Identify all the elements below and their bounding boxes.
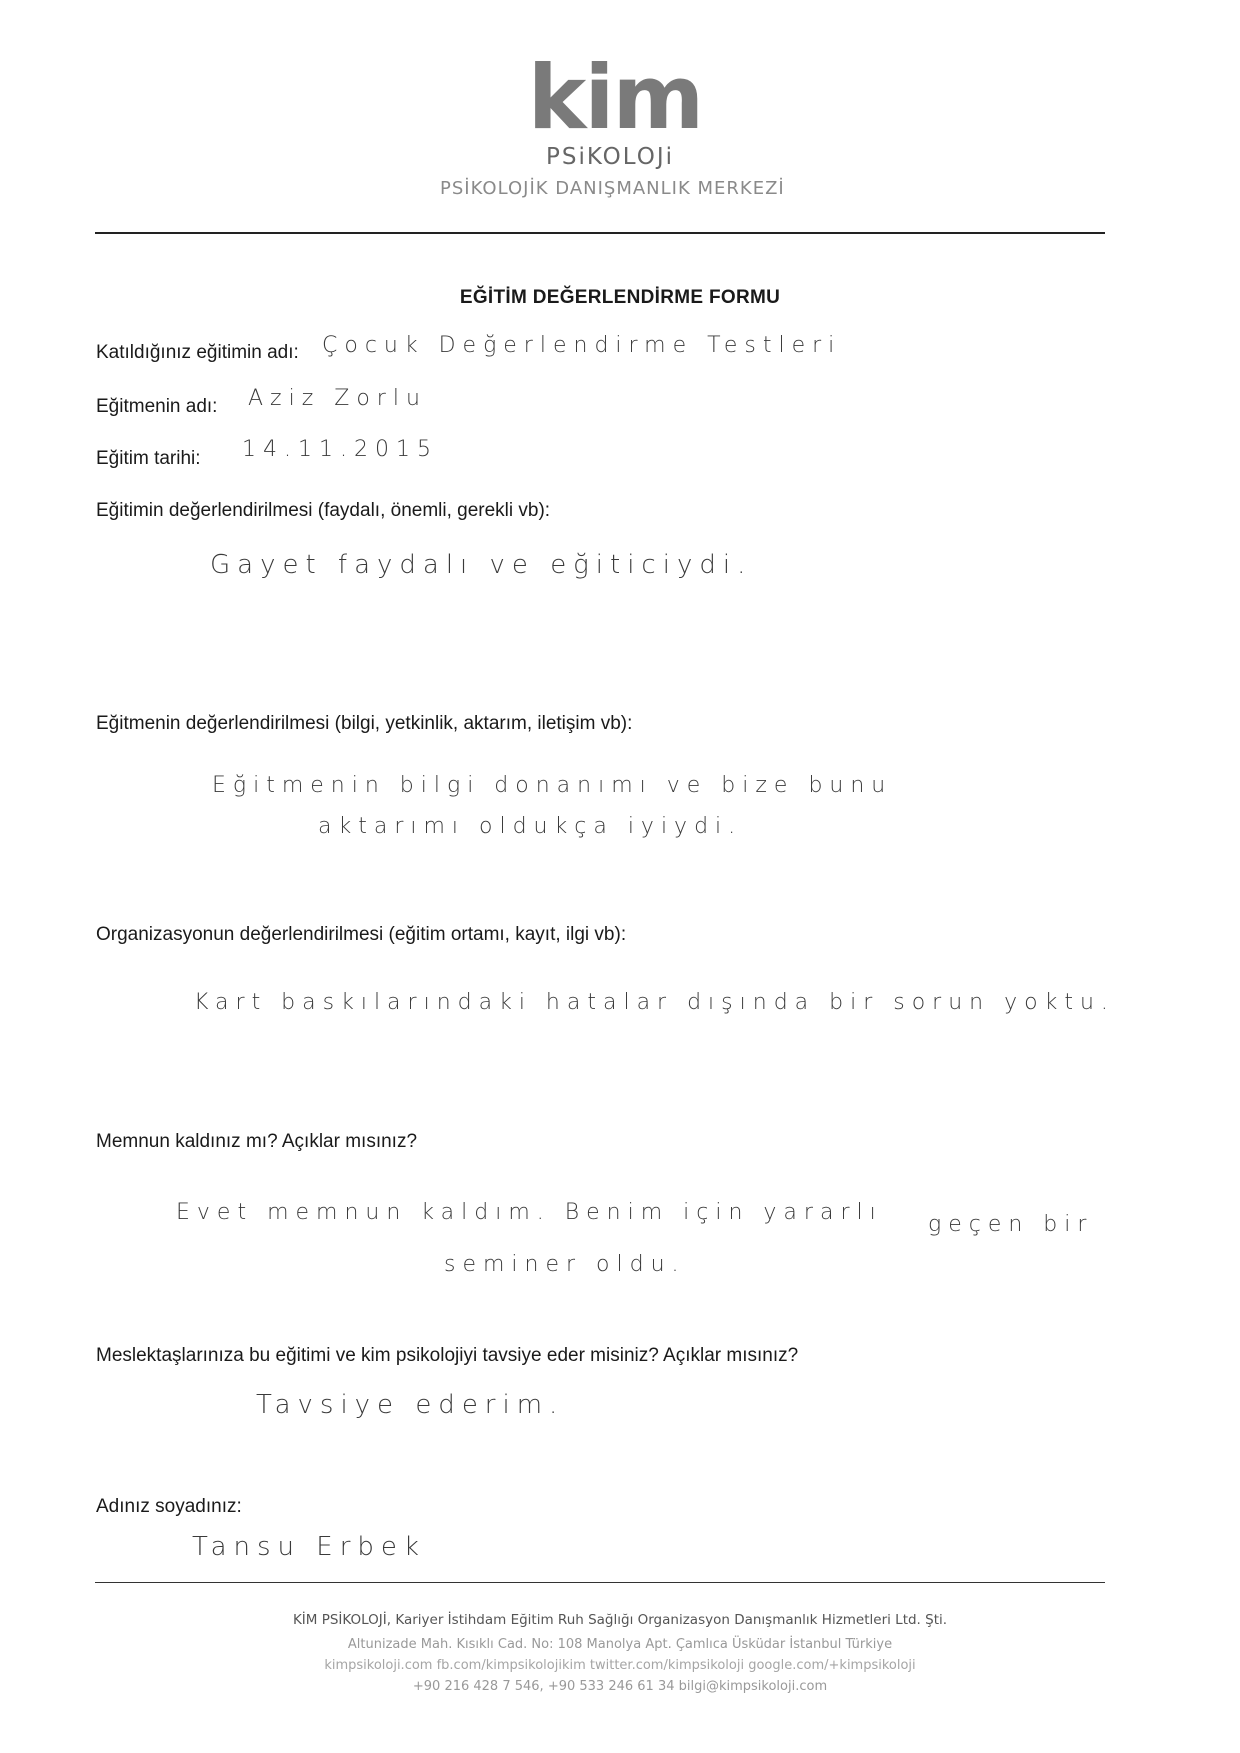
header-divider bbox=[95, 232, 1105, 234]
company-logo bbox=[440, 46, 785, 218]
trainer-evaluation-label: Eğitmenin değerlendirilmesi (bilgi, yetkinlik, aktarım, iletişim vb): bbox=[96, 713, 633, 734]
footer-company: KİM PSİKOLOJİ, Kariyer İstihdam Eğitim Ruh Sağlığı Organizasyon Danışmanlık Hizmetleri Ltd. Şti. bbox=[292, 1612, 948, 1628]
satisfaction-answer-line2: seminer oldu. bbox=[444, 1252, 686, 1277]
training-date-label: Eğitim tarihi: bbox=[96, 448, 201, 469]
logo-tagline: PSİKOLOJİK DANIŞMANLIK MERKEZİ bbox=[440, 178, 785, 199]
satisfaction-answer-line1b: geçen bir bbox=[928, 1212, 1094, 1237]
logo-subtitle: PSiKOLOJi bbox=[545, 144, 675, 170]
organization-evaluation-label: Organizasyonun değerlendirilmesi (eğitim ortamı, kayıt, ilgi vb): bbox=[96, 924, 627, 945]
logo-mark: kim bbox=[527, 46, 703, 149]
training-name-label: Katıldığınız eğitimin adı: bbox=[96, 342, 299, 363]
footer-address: Altunizade Mah. Kısıklı Cad. No: 108 Manolya Apt. Çamlıca Üsküdar İstanbul Türkiye bbox=[347, 1637, 893, 1652]
recommendation-label: Meslektaşlarınıza bu eğitimi ve kim psikolojiyi tavsiye eder misiniz? Açıklar mısınız? bbox=[96, 1345, 799, 1366]
respondent-name-label: Adınız soyadınız: bbox=[96, 1496, 242, 1517]
training-date-answer: 14.11.2015 bbox=[242, 437, 438, 462]
trainer-evaluation-answer-line1: Eğitmenin bilgi donanımı ve bize bunu bbox=[212, 773, 893, 798]
trainer-name-label: Eğitmenin adı: bbox=[96, 396, 218, 417]
footer-web: kimpsikoloji.com fb.com/kimpsikolojikim twitter.com/kimpsikoloji google.com/+kimpsikoloji bbox=[324, 1658, 916, 1673]
training-evaluation-label: Eğitimin değerlendirilmesi (faydalı, önemli, gerekli vb): bbox=[96, 500, 551, 521]
organization-evaluation-answer: Kart baskılarındaki hatalar dışında bir sorun yoktu. bbox=[194, 990, 1115, 1015]
trainer-name-answer: Aziz Zorlu bbox=[248, 386, 427, 411]
footer-divider bbox=[95, 1582, 1105, 1583]
training-name-answer: Çocuk Değerlendirme Testleri bbox=[322, 333, 842, 358]
satisfaction-label: Memnun kaldınız mı? Açıklar mısınız? bbox=[96, 1131, 418, 1152]
satisfaction-answer-line1a: Evet memnun kaldım. Benim için yararlı bbox=[176, 1200, 883, 1225]
trainer-evaluation-answer-line2: aktarımı oldukça iyiydi. bbox=[318, 814, 743, 839]
form-title: EĞİTİM DEĞERLENDİRME FORMU bbox=[459, 287, 781, 308]
footer-contact: +90 216 428 7 546, +90 533 246 61 34 bilgi@kimpsikoloji.com bbox=[412, 1679, 828, 1694]
recommendation-answer: Tavsiye ederim. bbox=[256, 1390, 565, 1420]
respondent-name-answer: Tansu Erbek bbox=[192, 1532, 426, 1562]
training-evaluation-answer: Gayet faydalı ve eğiticiydi. bbox=[210, 550, 753, 580]
